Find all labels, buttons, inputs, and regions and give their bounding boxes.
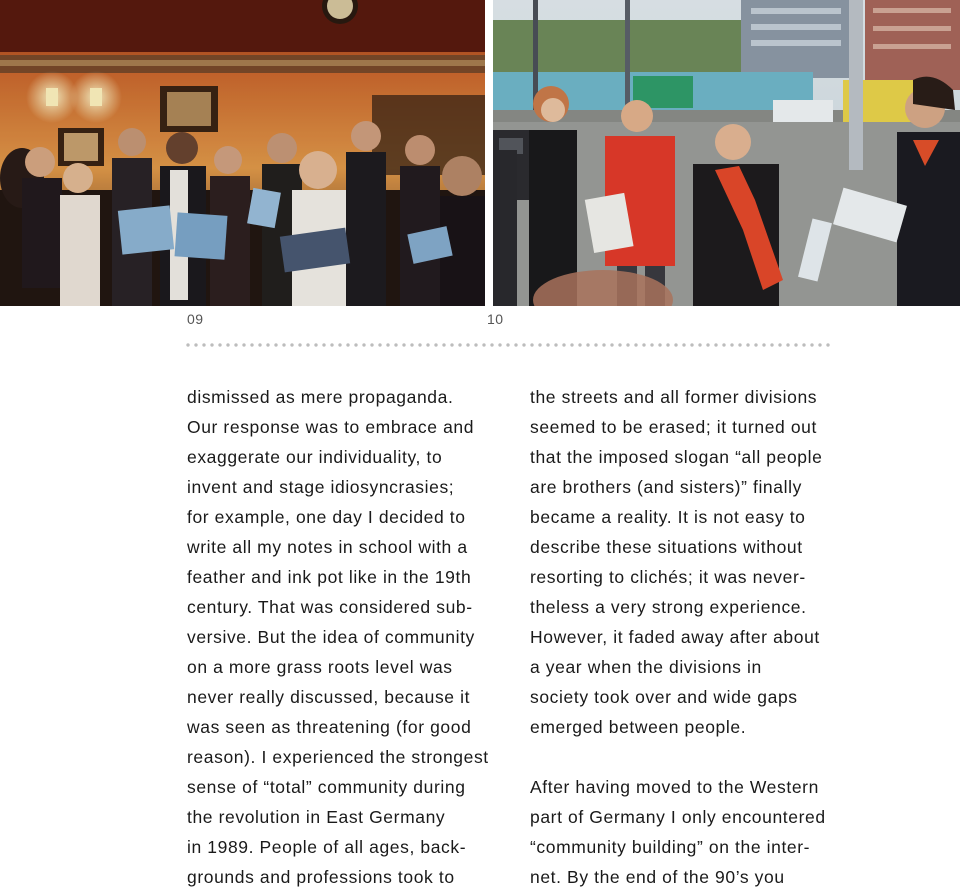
- text-line: on a more grass roots level was: [187, 657, 453, 677]
- text-line: net. By the end of the 90’s you: [530, 867, 785, 887]
- text-line: part of Germany I only encountered: [530, 807, 826, 827]
- text-line: feather and ink pot like in the 19th: [187, 567, 472, 587]
- text-line: describe these situations without: [530, 537, 803, 557]
- text-line: write all my notes in school with a: [187, 537, 468, 557]
- text-line: dismissed as mere propaganda.: [187, 387, 454, 407]
- text-line: the revolution in East Germany: [187, 807, 446, 827]
- text-line: invent and stage idiosyncrasies;: [187, 477, 455, 497]
- text-line: a year when the divisions in: [530, 657, 762, 677]
- dotted-divider: [184, 343, 832, 347]
- text-line: grounds and professions took to: [187, 867, 455, 887]
- text-line: Our response was to embrace and: [187, 417, 475, 437]
- body-text-right-column: [530, 382, 850, 892]
- body-text-left-column: [187, 382, 507, 892]
- text-line: became a reality. It is not easy to: [530, 507, 806, 527]
- text-line: After having moved to the Western: [530, 777, 819, 797]
- photo-choir-indoors-image: [0, 0, 485, 306]
- text-line: are brothers (and sisters)” finally: [530, 477, 802, 497]
- text-line: versive. But the idea of community: [187, 627, 475, 647]
- figure-number-09: 09: [187, 311, 204, 327]
- text-line: was seen as threatening (for good: [187, 717, 472, 737]
- text-line: emerged between people.: [530, 717, 747, 737]
- text-line: that the imposed slogan “all people: [530, 447, 823, 467]
- text-line: sense of “total” community during: [187, 777, 466, 797]
- text-line: reason). I experienced the strongest: [187, 747, 489, 767]
- figure-number-10: 10: [487, 311, 504, 327]
- text-line: the streets and all former divisions: [530, 387, 818, 407]
- text-line: “community building” on the inter-: [530, 837, 811, 857]
- photo-choir-indoors: [0, 0, 485, 306]
- text-line: for example, one day I decided to: [187, 507, 466, 527]
- text-line: never really discussed, because it: [187, 687, 471, 707]
- text-line: society took over and wide gaps: [530, 687, 798, 707]
- text-line: theless a very strong experience.: [530, 597, 807, 617]
- text-line: However, it faded away after about: [530, 627, 820, 647]
- text-line: resorting to clichés; it was never-: [530, 567, 806, 587]
- paragraph-gap: [530, 742, 850, 772]
- text-line: exaggerate our individuality, to: [187, 447, 443, 467]
- text-line: in 1989. People of all ages, back-: [187, 837, 467, 857]
- text-line: seemed to be erased; it turned out: [530, 417, 817, 437]
- photo-choir-street: [493, 0, 960, 306]
- photo-choir-street-image: [493, 0, 960, 306]
- text-line: century. That was considered sub-: [187, 597, 473, 617]
